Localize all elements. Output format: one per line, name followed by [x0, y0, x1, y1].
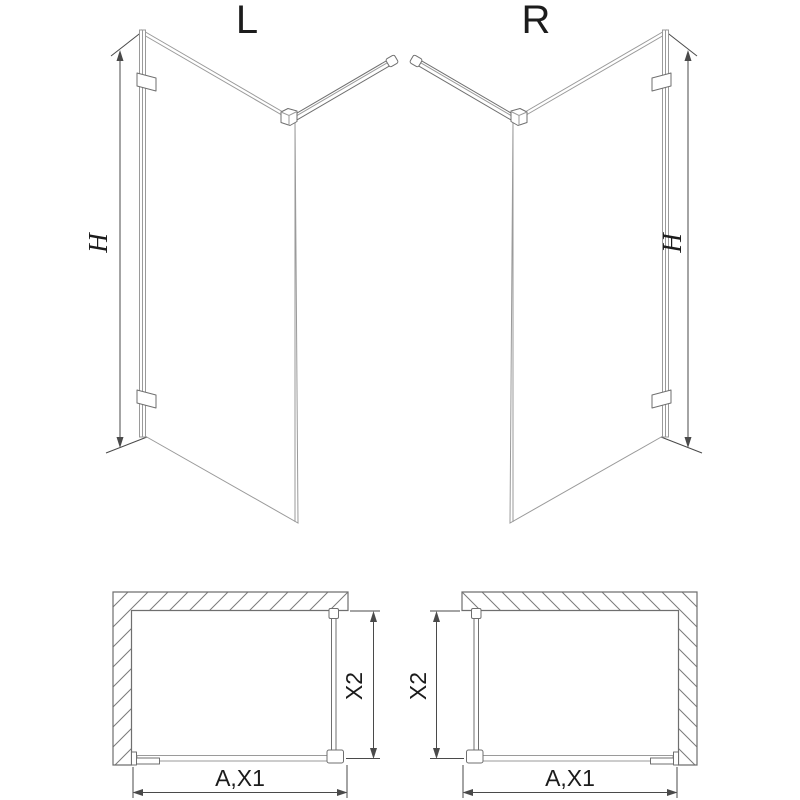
height-dimension-label-right: H [657, 233, 687, 253]
depth-dimension-label-left: X2 [341, 671, 367, 701]
width-dimension-label-left: A,X1 [215, 765, 265, 791]
iso-view-right [409, 30, 702, 523]
variant-label-left: L [235, 0, 259, 42]
height-dimension-label-left: H [83, 233, 113, 253]
iso-view-left [106, 30, 399, 523]
depth-dimension-label-right: X2 [405, 671, 431, 701]
variant-label-right: R [521, 0, 551, 42]
width-dimension-label-right: A,X1 [545, 765, 595, 791]
